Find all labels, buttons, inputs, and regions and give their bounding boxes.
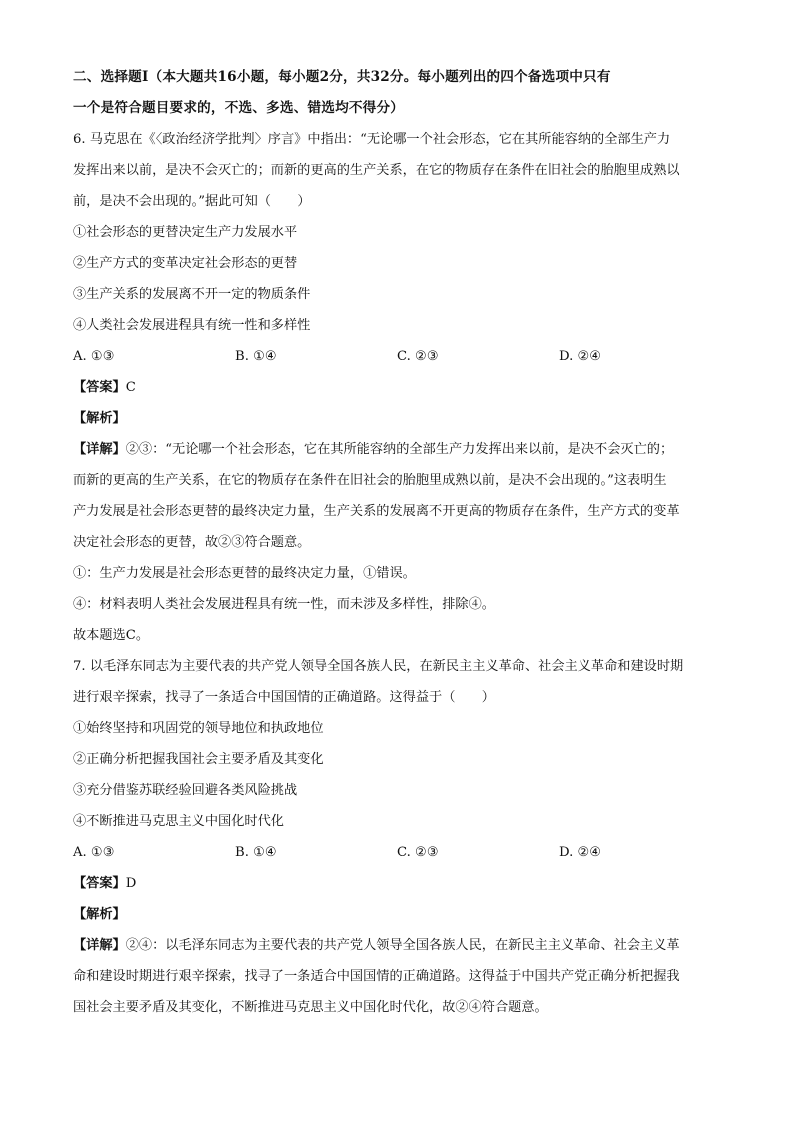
q6-option-d: D. ②④	[559, 349, 602, 364]
q7-statement-3: ③充分借鉴苏联经验回避各类风险挑战	[73, 783, 298, 798]
q7-answer	[73, 868, 723, 899]
q6-answer	[73, 372, 723, 403]
q6-detail-label: 【详解】	[73, 442, 126, 457]
q7-statement-4: ④不断推进马克思主义中国化时代化	[73, 814, 284, 829]
q7-detail-line-1	[73, 930, 723, 961]
q6-stem-line-3: 前，是决不会出现的。”据此可知（ ）	[73, 194, 311, 209]
q6-detail-line-4: 决定社会形态的更替，故②③符合题意。	[73, 535, 311, 550]
q7-stem-line-2: 进行艰辛探索，找寻了一条适合中国国情的正确道路。这得益于（ ）	[73, 690, 495, 705]
q6-detail-line-6: ④：材料表明人类社会发展进程具有统一性，而未涉及多样性，排除④。	[73, 597, 495, 612]
q6-answer-value: C	[125, 380, 136, 395]
q6-stem-line-2: 发挥出来以前，是决不会灭亡的；而新的更高的生产关系，在它的物质存在条件在旧社会的胎胞里成熟以	[73, 163, 680, 178]
q7-statement-1: ①始终坚持和巩固党的领导地位和执政地位	[73, 721, 324, 736]
q6-answer-label: 【答案】	[73, 380, 126, 395]
q7-stem-line-1: 7. 以毛泽东同志为主要代表的共产党人领导全国各族人民，在新民主主义革命、社会主义革命和建设时期	[73, 659, 684, 674]
q7-option-c: C. ②③	[397, 845, 439, 860]
q6-detail-line-5: ①：生产力发展是社会形态更替的最终决定力量，①错误。	[73, 566, 416, 581]
section-heading-line-2: 一个是符合题目要求的，不选、多选、错选均不得分）	[73, 100, 405, 116]
section-heading-line-1: 二、选择题Ⅰ（本大题共16小题，每小题2分，共32分。每小题列出的四个备选项中只有	[73, 69, 611, 85]
document-page	[73, 62, 723, 1023]
q7-detail-line-2: 命和建设时期进行艰辛探索，找寻了一条适合中国国情的正确道路。这得益于中国共产党正确分析把握我	[73, 969, 680, 984]
q6-statement-4: ④人类社会发展进程具有统一性和多样性	[73, 318, 311, 333]
q7-statement-2: ②正确分析把握我国社会主要矛盾及其变化	[73, 752, 324, 767]
q6-detail-line-3: 产力发展是社会形态更替的最终决定力量，生产关系的发展离不开更高的物质存在条件，生产方式的变革	[73, 504, 680, 519]
q6-stem-line-1: 6. 马克思在《〈政治经济学批判〉序言》中指出：“无论哪一个社会形态，它在其所能容纳的全部生产力	[73, 132, 671, 147]
q7-answer-label: 【答案】	[73, 876, 126, 891]
question-7	[73, 651, 723, 1023]
q6-option-a: A. ①③	[73, 349, 115, 364]
q6-detail-line-2: 而新的更高的生产关系，在它的物质存在条件在旧社会的胎胞里成熟以前，是决不会出现的。”这表明生	[73, 473, 667, 488]
q6-detail-text-1: ②③：“无论哪一个社会形态，它在其所能容纳的全部生产力发挥出来以前，是决不会灭亡的；	[125, 442, 674, 457]
q7-detail-line-3: 国社会主要矛盾及其变化，不断推进马克思主义中国化时代化，故②④符合题意。	[73, 1000, 548, 1015]
q6-detail-line-7: 故本题选C。	[73, 628, 150, 643]
q7-detail-text-1: ②④：以毛泽东同志为主要代表的共产党人领导全国各族人民，在新民主主义革命、社会主义革	[125, 938, 680, 953]
q7-answer-value: D	[125, 876, 137, 891]
question-6	[73, 124, 723, 651]
q7-options	[73, 837, 723, 868]
q6-statement-1: ①社会形态的更替决定生产力发展水平	[73, 225, 298, 240]
q7-analysis-label: 【解析】	[73, 907, 126, 922]
q7-option-b: B. ①④	[235, 845, 277, 860]
q7-option-d: D. ②④	[559, 845, 602, 860]
q6-option-c: C. ②③	[397, 349, 439, 364]
q6-statement-3: ③生产关系的发展离不开一定的物质条件	[73, 287, 311, 302]
q6-analysis-label: 【解析】	[73, 411, 126, 426]
q6-detail-line-1	[73, 434, 723, 465]
q6-options	[73, 341, 723, 372]
q6-statement-2: ②生产方式的变革决定社会形态的更替	[73, 256, 298, 271]
q7-detail-label: 【详解】	[73, 938, 126, 953]
q7-option-a: A. ①③	[73, 845, 115, 860]
q6-option-b: B. ①④	[235, 349, 277, 364]
